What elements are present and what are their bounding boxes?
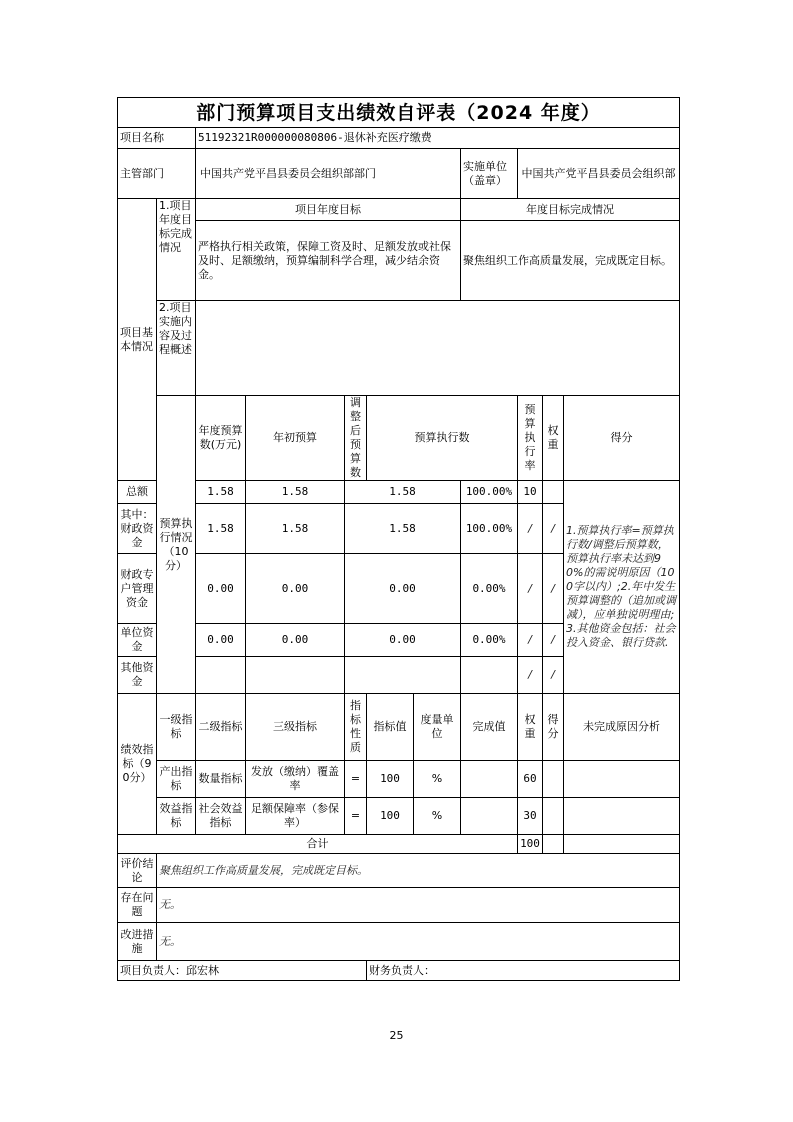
budget-header-weight: 权重 [543,396,564,481]
basic-info-label: 项目基本情况 [118,199,157,481]
perf-level2: 数量指标 [196,761,246,798]
budget-initial: 1.58 [196,504,246,554]
budget-adjusted: 0.00 [246,624,345,657]
total-weight: 100 [518,835,543,854]
impl-unit-value: 中国共产党平昌县委员会组织部 [518,149,680,199]
impl-unit-label: 实施单位（盖章） [461,149,518,199]
total-label: 合计 [118,835,518,854]
budget-executed: 0.00 [345,554,461,624]
dept-label: 主管部门 [118,149,196,199]
perf-score [543,761,564,798]
problems-label: 存在问题 [118,888,157,923]
budget-header-rate: 预算执行率 [518,396,543,481]
perf-level2: 社会效益指标 [196,798,246,835]
goal-completion-label: 1.项目年度目标完成情况 [157,199,196,301]
performance-section-label: 绩效指标（90分） [118,694,157,835]
perf-nature: = [345,761,367,798]
budget-score: / [543,657,564,694]
measures-label: 改进措施 [118,923,157,961]
budget-score [543,481,564,504]
budget-executed: 1.58 [345,481,461,504]
perf-reason [564,798,680,835]
completion-header: 年度目标完成情况 [461,199,680,221]
perf-header-score: 得分 [543,694,564,761]
perf-level1: 产出指标 [157,761,196,798]
perf-level3: 足额保障率（参保率） [246,798,345,835]
perf-unit: % [414,761,461,798]
budget-adjusted: 0.00 [246,554,345,624]
total-score [543,835,564,854]
total-reason [564,835,680,854]
goal-text: 严格执行相关政策，保障工资及时、足额发放或社保及时、足额缴纳，预算编制科学合理，减少结余资金。 [196,221,461,301]
dept-value: 中国共产党平昌县委员会组织部部门 [196,149,461,199]
impl-content-label: 2.项目实施内容及过程概述 [157,301,196,396]
page-number: 25 [389,1029,404,1042]
budget-score: / [543,624,564,657]
perf-level3: 发放（缴纳）覆盖率 [246,761,345,798]
budget-initial [196,657,246,694]
budget-row-label: 财政专户管理资金 [118,554,157,624]
budget-header-executed: 预算执行数 [367,396,518,481]
budget-initial: 1.58 [196,481,246,504]
conclusion-text: 聚焦组织工作高质量发展，完成既定目标。 [157,854,680,888]
perf-header-level3: 三级指标 [246,694,345,761]
completion-text: 聚焦组织工作高质量发展，完成既定目标。 [461,221,680,301]
budget-adjusted: 1.58 [246,481,345,504]
budget-row-label: 其中：财政资金 [118,504,157,554]
perf-header-level2: 二级指标 [196,694,246,761]
perf-header-value: 指标值 [367,694,414,761]
budget-header-initial: 年初预算 [246,396,345,481]
perf-header-unit: 度量单位 [414,694,461,761]
budget-weight: / [518,624,543,657]
budget-reason-note: 1.预算执行率=预算执行数/调整后预算数，预算执行率未达到90%的需说明原因（100字以内）;2.年中发生预算调整的（追加或调减），应单独说明理由;3.其他资金包括：社会投入资金、银行贷款. [564,481,680,694]
perf-nature: = [345,798,367,835]
perf-reason [564,761,680,798]
perf-weight: 30 [518,798,543,835]
budget-rate: 0.00% [461,624,518,657]
perf-row [118,761,680,798]
perf-header-nature: 指标性质 [345,694,367,761]
budget-weight: / [518,504,543,554]
page-title: 部门预算项目支出绩效自评表（2024 年度） [118,98,680,128]
budget-score: / [543,504,564,554]
perf-actual [461,798,518,835]
budget-initial: 0.00 [196,624,246,657]
budget-header-adjusted: 调整后预算数 [345,396,367,481]
project-name-value: 51192321R000000080806-退休补充医疗缴费 [196,128,680,149]
budget-header-score: 得分 [564,396,680,481]
budget-score: / [543,554,564,624]
budget-adjusted [246,657,345,694]
finance-lead: 财务负责人： [367,961,680,981]
budget-row-label: 总额 [118,481,157,504]
budget-executed [345,657,461,694]
perf-weight: 60 [518,761,543,798]
budget-executed: 1.58 [345,504,461,554]
perf-header-weight: 权重 [518,694,543,761]
budget-adjusted: 1.58 [246,504,345,554]
budget-row-label: 单位资金 [118,624,157,657]
goal-header: 项目年度目标 [196,199,461,221]
budget-initial: 0.00 [196,554,246,624]
budget-rate: 100.00% [461,504,518,554]
perf-header-level1: 一级指标 [157,694,196,761]
perf-unit: % [414,798,461,835]
perf-actual [461,761,518,798]
measures-text: 无。 [157,923,680,961]
budget-executed: 0.00 [345,624,461,657]
conclusion-label: 评价结论 [118,854,157,888]
budget-row [118,481,680,504]
project-lead: 项目负责人：邱宏林 [118,961,367,981]
perf-row [118,798,680,835]
budget-rate [461,657,518,694]
perf-value: 100 [367,798,414,835]
budget-weight: / [518,657,543,694]
budget-rate: 0.00% [461,554,518,624]
budget-header-annual: 年度预算数(万元) [196,396,246,481]
budget-row-label: 其他资金 [118,657,157,694]
budget-section-label: 预算执行情况（10分） [157,396,196,694]
perf-value: 100 [367,761,414,798]
project-name-label: 项目名称 [118,128,196,149]
impl-content-text [196,301,680,396]
perf-score [543,798,564,835]
perf-header-reason: 未完成原因分析 [564,694,680,761]
perf-header-actual: 完成值 [461,694,518,761]
budget-rate: 100.00% [461,481,518,504]
budget-weight: 10 [518,481,543,504]
self-evaluation-form [117,97,680,981]
perf-level1: 效益指标 [157,798,196,835]
problems-text: 无。 [157,888,680,923]
budget-weight: / [518,554,543,624]
